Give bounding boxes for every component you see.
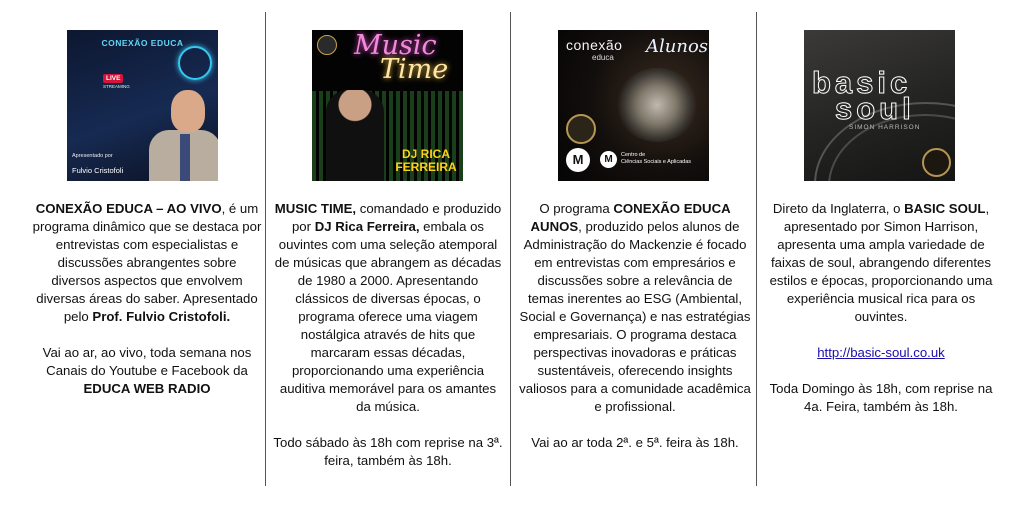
station-logo-icon	[317, 35, 337, 55]
station-name: EDUCA WEB RADIO	[83, 381, 211, 396]
conexao-educa-thumbnail	[67, 30, 218, 181]
description-text: , produzido pelos alunos de Administração do Mackenzie é focado em entrevistas com empresários e discussões sobre a relevância de temas inerentes ao ESG (Ambiental, Social e Governança) e nas estratégias empresariais. O programa destaca perspectivas inovadoras e práticas sustentáveis, oferecendo insights valiosos para a comunidade acadêmica e profissional.	[519, 219, 751, 414]
presenter-name: Prof. Fulvio Cristofoli.	[92, 309, 231, 324]
program-title: CONEXÃO EDUCA AUNOS	[530, 201, 731, 234]
description-paragraph	[519, 200, 751, 416]
live-badge: LIVE	[103, 74, 123, 83]
streaming-label: STREAMING	[103, 84, 130, 89]
description-text: comandado e produzido por	[291, 201, 502, 234]
basic-soul-thumbnail	[804, 30, 955, 181]
center-label	[621, 152, 691, 166]
thumbnail-brand-sub: educa	[592, 53, 614, 62]
brain-graphic	[616, 68, 698, 142]
thumbnail-dj-name: DJ RICA FERREIRA	[395, 147, 457, 174]
dj-photo	[326, 90, 384, 181]
schedule-paragraph: Todo sábado às 18h com reprise na 3ª. feira, também às 18h.	[273, 435, 503, 468]
program-card-music-time	[266, 0, 510, 514]
center-line1: Centro de	[621, 152, 646, 158]
thumbnail-title-line1: basic	[812, 65, 912, 100]
mackenzie-logo-icon: M	[566, 148, 590, 172]
schedule-paragraph: Toda Domingo às 18h, com reprise na 4a. Feira, também às 18h.	[769, 381, 993, 414]
thumbnail-title-line1: Music	[354, 30, 437, 61]
program-card-conexao-educa	[0, 0, 265, 514]
schedule-paragraph	[32, 344, 262, 398]
program-title: BASIC SOUL	[904, 201, 986, 216]
description-paragraph	[32, 200, 262, 326]
dj-name: DJ Rica Ferreira,	[314, 219, 420, 234]
station-seal-icon	[922, 148, 951, 177]
program-card-basic-soul	[757, 0, 1017, 514]
program-description	[32, 200, 262, 416]
program-card-conexao-educa-alunos	[511, 0, 756, 514]
conexao-educa-alunos-thumbnail	[558, 30, 709, 181]
presenter-name-label: Fulvio Cristofoli	[72, 166, 124, 175]
program-description	[272, 200, 504, 488]
description-paragraph	[272, 200, 504, 416]
description-text: Direto da Inglaterra, o	[772, 201, 905, 216]
mackenzie-small-logo-icon: M	[600, 151, 617, 168]
schedule-text: Vai ao ar, ao vivo, toda semana nos Canais do Youtube e Facebook da	[42, 345, 252, 378]
description-paragraph	[763, 200, 999, 326]
center-line2: Ciências Sociais e Aplicadas	[621, 159, 692, 165]
description-text: O programa	[539, 201, 614, 216]
description-text: , é um programa dinâmico que se destaca por entrevistas com especialistas e discussões abrangentes sobre diversos aspectos que envolvem diversas áreas do saber. Apresentado pelo	[32, 201, 262, 324]
program-title: MUSIC TIME,	[274, 201, 357, 216]
presenter-face	[171, 90, 205, 132]
music-time-thumbnail	[312, 30, 463, 181]
program-description	[519, 200, 751, 470]
schedule-paragraph: Vai ao ar toda 2ª. e 5ª. feira às 18h.	[531, 435, 739, 450]
website-link[interactable]: http://basic-soul.co.uk	[817, 345, 945, 360]
thumbnail-title-line2: soul	[835, 91, 915, 126]
description-text: embala os ouvintes com uma seleção atemporal de músicas que abrangem as décadas de 1980 a 2000. Apresentando clássicos de diversas épocas, o programa oferece uma viagem nostálgica através de hits que marcaram essas décadas, proporcionando uma experiência auditiva memorável para os amantes da música.	[274, 219, 502, 414]
presented-by-label: Apresentado por	[72, 153, 113, 159]
thumbnail-title-line2: Time	[380, 54, 449, 85]
thumbnail-script: Alunos	[646, 36, 709, 57]
station-seal-icon	[566, 114, 596, 144]
thumbnail-header: CONEXÃO EDUCA	[101, 38, 184, 48]
description-text: , apresentado por Simon Harrison, apresenta uma ampla variedade de faixas de soul, abrangendo diferentes estilos e épocas, proporcionando uma experiência musical rica para os ouvintes.	[769, 201, 993, 324]
thumbnail-brand: conexão	[566, 37, 623, 53]
thumbnail-subtitle: SIMON HARRISON	[849, 124, 921, 131]
program-title: CONEXÃO EDUCA – AO VIVO	[35, 201, 222, 216]
program-description	[763, 200, 999, 434]
gauge-icon	[178, 46, 212, 80]
presenter-tie	[180, 134, 190, 181]
link-paragraph	[763, 344, 999, 362]
